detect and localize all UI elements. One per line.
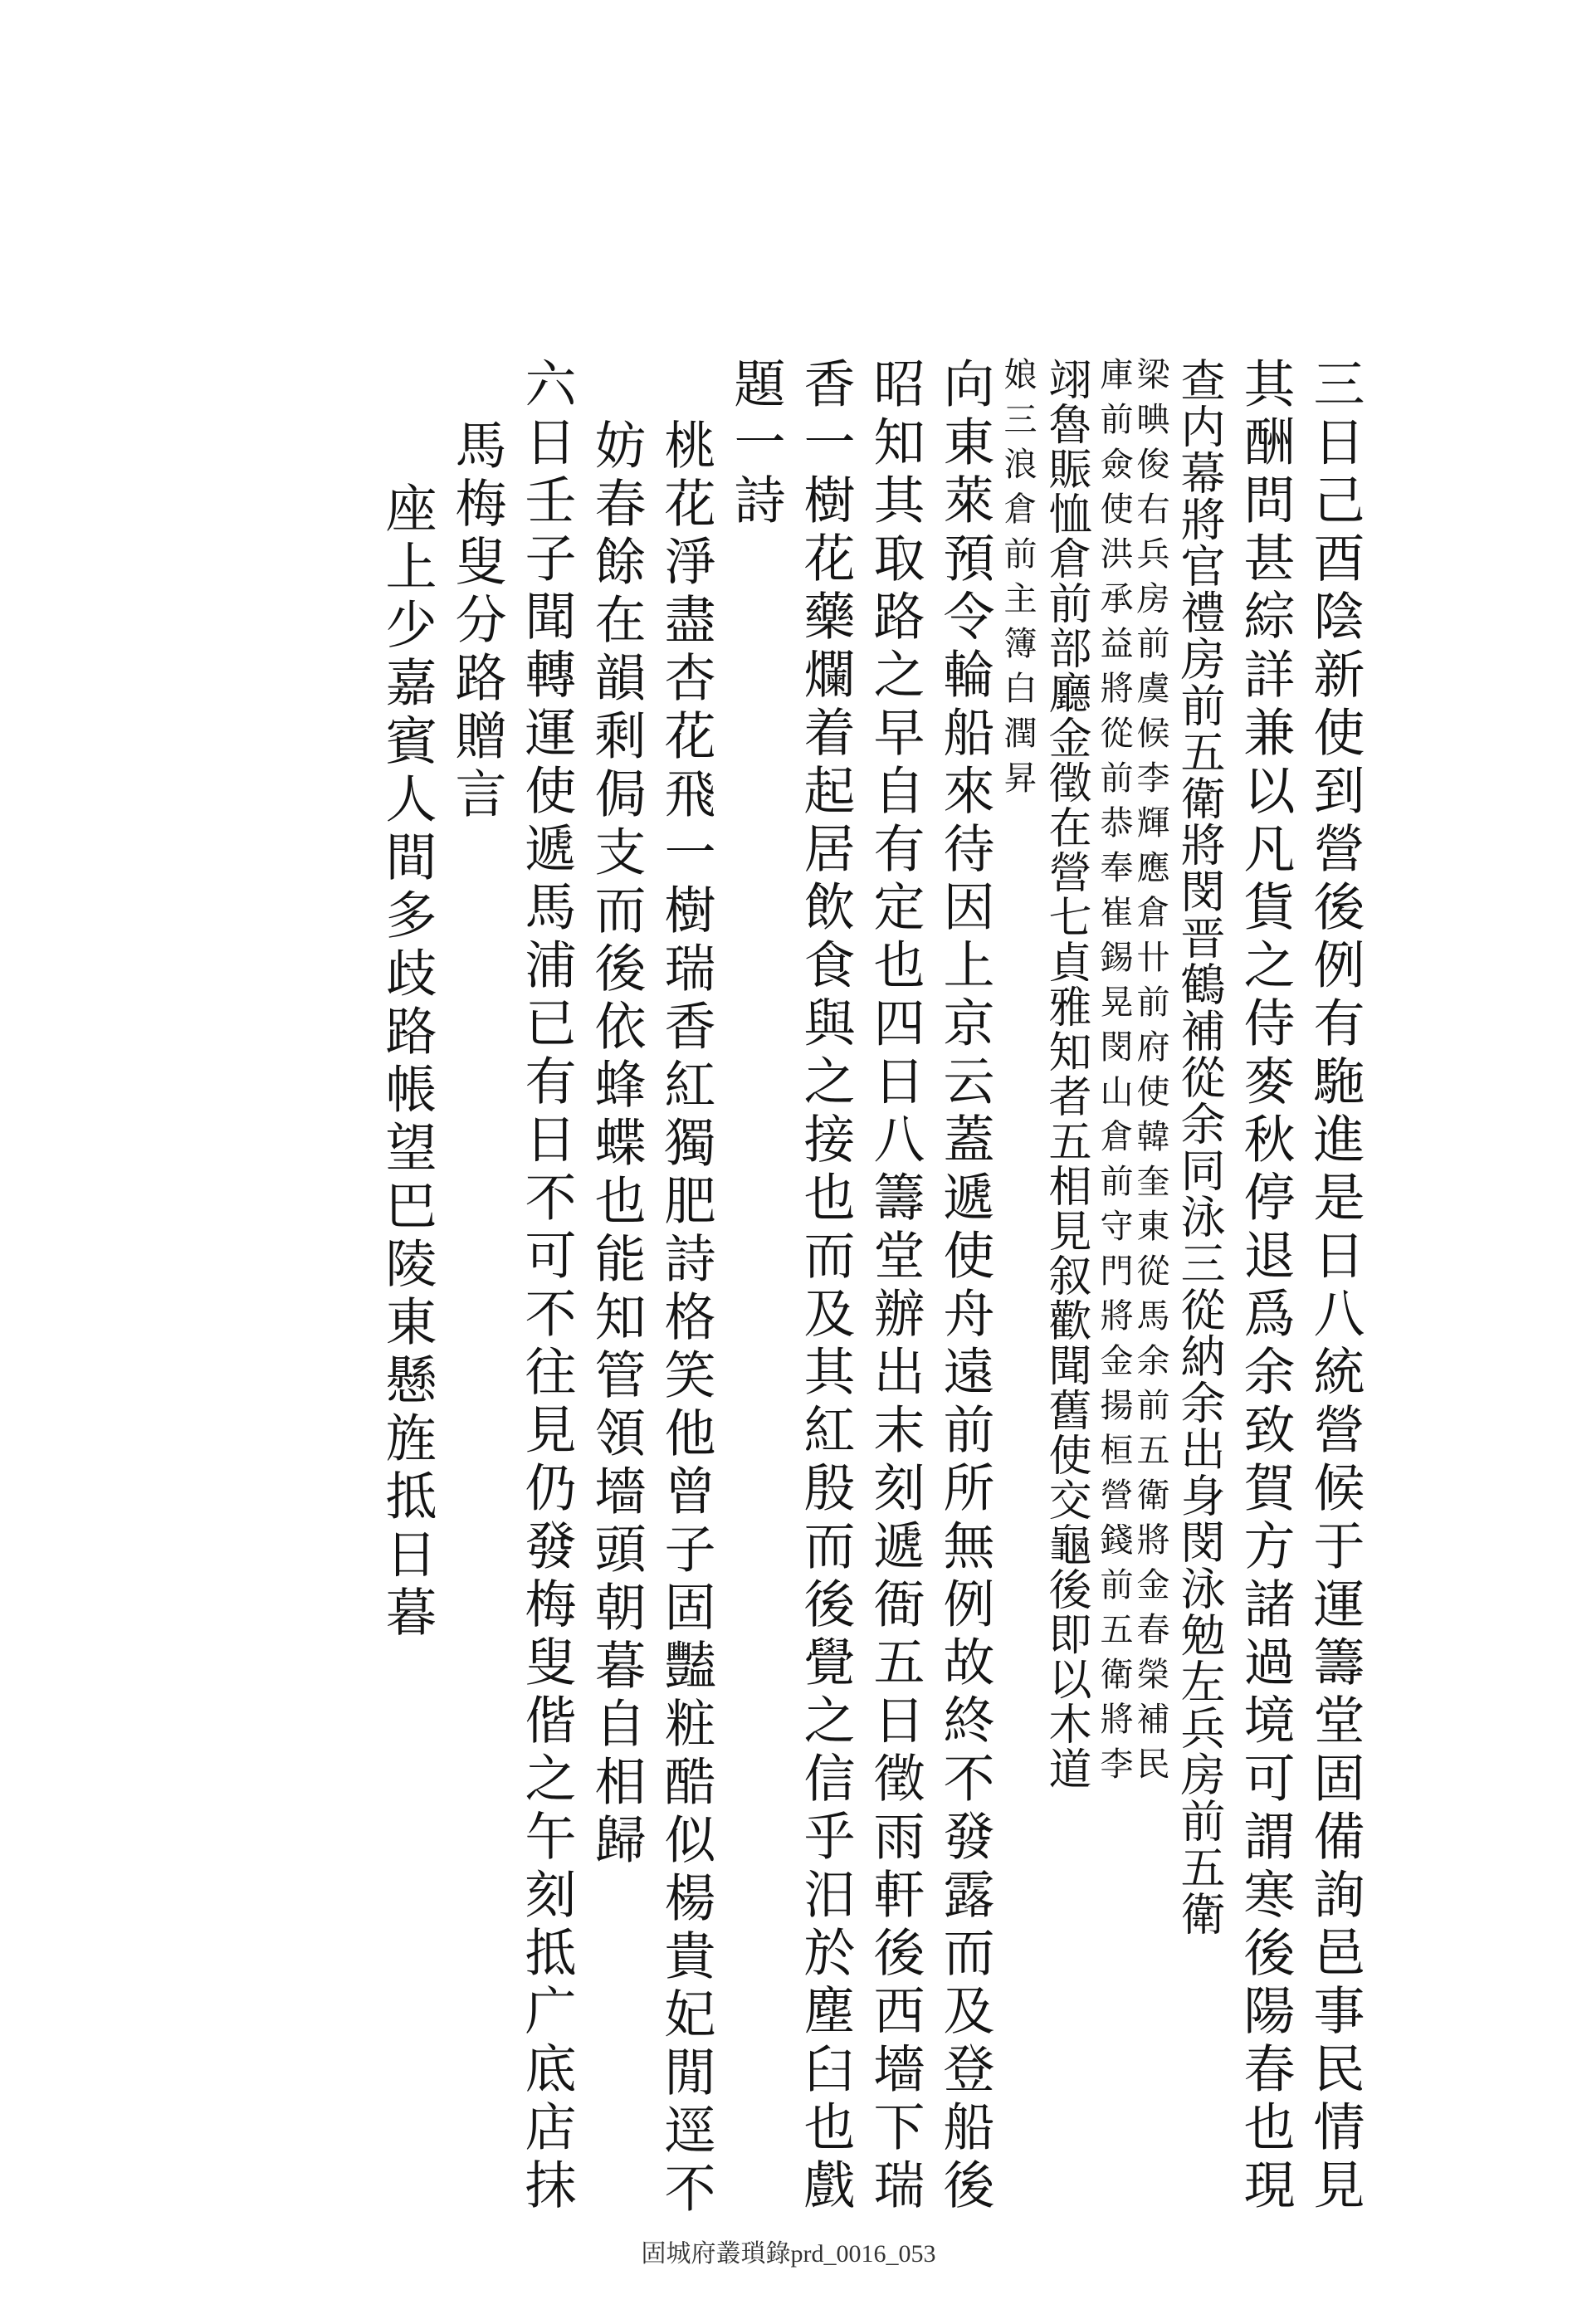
text-column-16: 座上少嘉賓人間多歧路帳望巴陵東懸旌抵日暮 bbox=[377, 481, 437, 1643]
text-column-14: 六日壬子聞轉運使遞馬浦已有日不可不往見仍發梅叟偕之午刻抵广底店抹 bbox=[516, 357, 577, 2216]
text-column-6: 翊魯賑恤倉前部廳金徵在營七貞雅知者五相見叙歡聞舊使交龜後即以木道 bbox=[1041, 357, 1091, 1791]
text-column-15: 馬梅叟分路贈言 bbox=[447, 418, 507, 825]
text-column-11: 題一詩 bbox=[725, 357, 786, 531]
text-column-10: 香一樹花藥爛着起居飲食與之接也而及其紅殷而後覺之信乎汨於塵臼也戲 bbox=[795, 357, 856, 2216]
page-footer-id: 固城府叢瑣錄prd_0016_053 bbox=[641, 2240, 936, 2268]
text-column-8: 向東萊預令輪船來待因上京云蓋遞使舟遠前所無例故終不發露而及登船後 bbox=[935, 357, 995, 2216]
manuscript-text-block bbox=[208, 357, 1370, 2219]
text-column-9: 昭知其取路之早自有定也四日八籌堂辦出末刻遞衙五日徵雨軒後西墻下瑞 bbox=[865, 357, 925, 2216]
text-column-5: 庫前僉使洪承益將從前恭奉崔錫晃閔山倉前守門將金揚桓營錢前五衛將李 bbox=[1095, 357, 1133, 1791]
text-column-4: 梁晪俊右兵房前虞候李輝應倉卄前府使韓奎東從馬余前五衛將金春榮補民 bbox=[1131, 357, 1169, 1791]
text-column-2: 其酬問甚綜詳兼以凡貨之侍麥秋停退爲余致賀方諸過境可謂寒後陽春也現 bbox=[1235, 357, 1296, 2216]
text-column-12: 桃花淨盡杏花飛一樹瑞香紅獨肥詩格笑他曾子固豔粧酷似楊貴妃閒逕不 bbox=[656, 418, 716, 2219]
text-column-1: 三日己酉陰新使到營後例有駞進是日八統營候于運籌堂固備詢邑事民情見 bbox=[1305, 357, 1365, 2216]
text-column-13: 妨春餘在韻剩侷支而後依蜂蝶也能知管領墻頭朝暮自相歸 bbox=[586, 418, 647, 1871]
text-column-3: 查内幕將官禮房前五衛將閔晋鶴補從余同泳三從納余出身閔泳勉左兵房前五衛 bbox=[1174, 357, 1226, 1937]
text-column-7: 娘三浪倉前主簿白潤昇 bbox=[998, 357, 1037, 805]
